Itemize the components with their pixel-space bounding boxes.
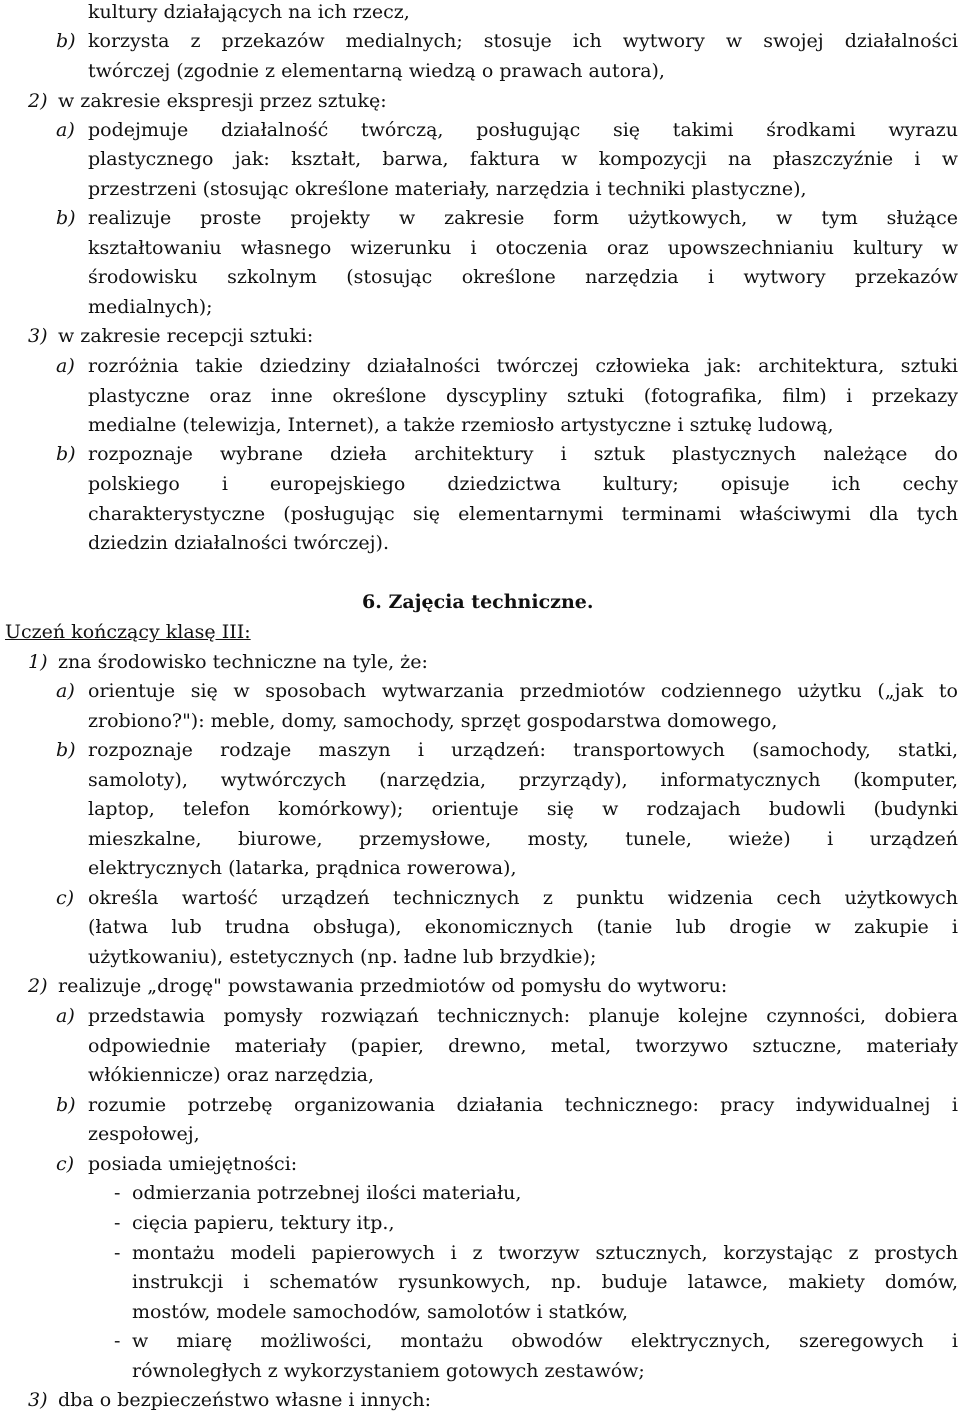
text-line: cięcia papieru, tektury itp.,	[132, 1212, 395, 1234]
text-line: rozumie potrzebę organizowania działania technicznego: pracy indywidualnej i	[88, 1094, 958, 1116]
point-text: w zakresie recepcji sztuki:	[58, 325, 314, 347]
text-line: medialne (telewizja, Internet), a także rzemiosło artystyczne i sztukę ludową,	[88, 414, 834, 436]
text-line: plastyczne oraz inne określone dyscypliny sztuki (fotografika, film) i przekazy	[88, 385, 958, 407]
text-line: posiada umiejętności:	[88, 1153, 298, 1175]
text-line: zespołowej,	[88, 1123, 200, 1145]
text-line: odmierzania potrzebnej ilości materiału,	[132, 1182, 522, 1204]
item-marker: a)	[56, 355, 75, 377]
item-marker: a)	[56, 1005, 75, 1027]
text-line: elektrycznych (latarka, prądnica rowerowa),	[88, 857, 517, 879]
text-line: mostów, modele samochodów, samolotów i statków,	[132, 1301, 629, 1323]
text-line: polskiego i europejskiego dziedzictwa kultury; opisuje ich cechy	[88, 473, 958, 495]
point-marker: 3)	[28, 1389, 48, 1411]
dash-marker: -	[114, 1182, 121, 1204]
student-label: Uczeń kończący klasę III:	[5, 621, 251, 643]
text-line: w miarę możliwości, montażu obwodów elektrycznych, szeregowych i	[132, 1330, 958, 1352]
point-marker: 1)	[28, 651, 48, 673]
dash-marker: -	[114, 1212, 121, 1234]
text-line: montażu modeli papierowych i z tworzyw sztucznych, korzystając z prostych	[132, 1242, 958, 1264]
point-marker: 2)	[28, 975, 48, 997]
text-line: równoległych z wykorzystaniem gotowych zestawów;	[132, 1360, 645, 1382]
text-line: przedstawia pomysły rozwiązań technicznych: planuje kolejne czynności, dobiera	[88, 1005, 958, 1027]
point-text: zna środowisko techniczne na tyle, że:	[58, 651, 428, 673]
text-line: środowisku szkolnym (stosując określone narzędzia i wytwory przekazów	[88, 266, 958, 288]
text-line: mieszkalne, biurowe, przemysłowe, mosty, tunele, wieże) i urządzeń	[88, 828, 958, 850]
item-marker: b)	[56, 207, 76, 229]
text-line: zrobiono?"): meble, domy, samochody, sprzęt gospodarstwa domowego,	[88, 710, 778, 732]
text-line: użytkowaniu), estetycznych (np. ładne lub brzydkie);	[88, 946, 597, 968]
point-text: w zakresie ekspresji przez sztukę:	[58, 90, 387, 112]
item-marker: b)	[56, 30, 76, 52]
text-line: realizuje proste projekty w zakresie form użytkowych, w tym służące	[88, 207, 958, 229]
intro-line: kultury działających na ich rzecz,	[88, 1, 410, 23]
dash-marker: -	[114, 1330, 121, 1352]
section-heading: 6. Zajęcia techniczne.	[362, 591, 594, 613]
text-line: rozpoznaje wybrane dzieła architektury i sztuk plastycznych należące do	[88, 443, 958, 465]
text-line: włókiennicze) oraz narzędzia,	[88, 1064, 375, 1086]
text-line: charakterystyczne (posługując się elementarnymi terminami właściwymi dla tych	[88, 503, 958, 525]
text-line: orientuje się w sposobach wytwarzania przedmiotów codziennego użytku („jak to	[88, 680, 958, 702]
text-line: instrukcji i schematów rysunkowych, np. buduje latawce, makiety domów,	[132, 1271, 958, 1293]
point-marker: 3)	[28, 325, 48, 347]
text-line: twórczej (zgodnie z elementarną wiedzą o prawach autora),	[88, 60, 665, 82]
text-line: kształtowaniu własnego wizerunku i otoczenia oraz upowszechnianiu kultury w	[88, 237, 958, 259]
text-line: dziedzin działalności twórczej).	[88, 532, 390, 554]
item-marker: c)	[56, 1153, 75, 1175]
point-text: dba o bezpieczeństwo własne i innych:	[58, 1389, 432, 1411]
text-line: (łatwa lub trudna obsługa), ekonomicznych (tanie lub drogie w zakupie i	[88, 916, 958, 938]
item-marker: a)	[56, 119, 75, 141]
item-marker: a)	[56, 680, 75, 702]
dash-marker: -	[114, 1242, 121, 1264]
text-line: podejmuje działalność twórczą, posługując się takimi środkami wyrazu	[88, 119, 958, 141]
text-line: medialnych);	[88, 296, 213, 318]
text-line: rozpoznaje rodzaje maszyn i urządzeń: transportowych (samochody, statki,	[88, 739, 958, 761]
text-line: plastycznego jak: kształt, barwa, faktura w kompozycji na płaszczyźnie i w	[88, 148, 958, 170]
text-line: rozróżnia takie dziedziny działalności twórczej człowieka jak: architektura, sztuki	[88, 355, 958, 377]
item-marker: c)	[56, 887, 75, 909]
point-marker: 2)	[28, 90, 48, 112]
text-line: laptop, telefon komórkowy); orientuje się w rodzajach budowli (budynki	[88, 798, 958, 820]
text-line: odpowiednie materiały (papier, drewno, metal, tworzywo sztuczne, materiały	[88, 1035, 958, 1057]
text-line: przestrzeni (stosując określone materiały, narzędzia i techniki plastyczne),	[88, 178, 807, 200]
text-line: określa wartość urządzeń technicznych z punktu widzenia cech użytkowych	[88, 887, 958, 909]
item-marker: b)	[56, 1094, 76, 1116]
item-marker: b)	[56, 443, 76, 465]
text-line: korzysta z przekazów medialnych; stosuje ich wytwory w swojej działalności	[88, 30, 958, 52]
item-marker: b)	[56, 739, 76, 761]
text-line: samoloty), wytwórczych (narzędzia, przyrządy), informatycznych (komputer,	[88, 769, 958, 791]
point-text: realizuje „drogę" powstawania przedmiotów od pomysłu do wytworu:	[58, 975, 728, 997]
